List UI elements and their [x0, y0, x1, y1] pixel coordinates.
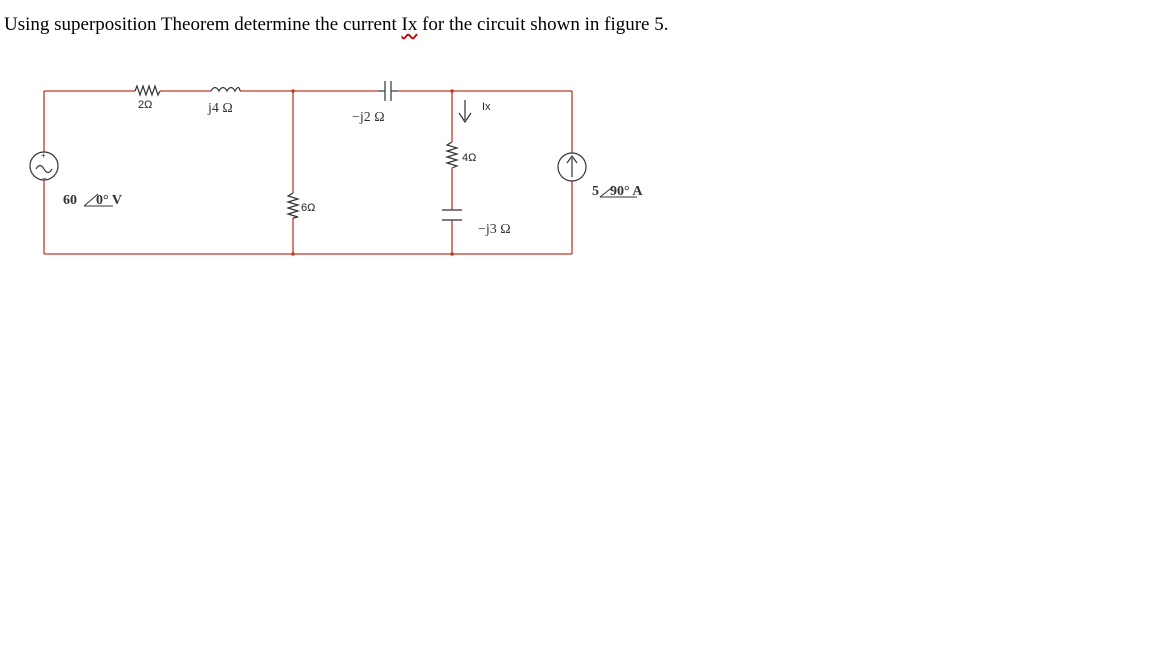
capacitor-minus-j3-ohm-label: −j3 Ω [478, 222, 511, 237]
voltage-source-plus-sign: + [41, 151, 46, 160]
current-ix-arrow [459, 100, 491, 122]
voltage-source-angle: 0° V [96, 193, 122, 208]
question-text-end: for the circuit shown in figure 5. [417, 14, 669, 35]
capacitor-minus-j2-ohm-label: −j2 Ω [352, 110, 385, 125]
current-ix-label: Ix [482, 101, 491, 113]
question-text-start: Using superposition Theorem determine the current [4, 14, 402, 35]
current-source-magnitude: 5 [592, 184, 599, 199]
current-source [558, 153, 643, 199]
resistor-6-ohm-label: 6Ω [301, 202, 316, 214]
resistor-2-ohm [135, 86, 160, 111]
resistor-6-ohm [288, 193, 315, 218]
inductor-j4-ohm-label: j4 Ω [208, 101, 233, 116]
resistor-4-ohm-label: 4Ω [462, 152, 477, 164]
voltage-source-minus-sign: − [42, 174, 47, 183]
inductor-j4-ohm [207, 88, 240, 117]
resistor-2-ohm-label: 2Ω [138, 99, 153, 111]
capacitor-minus-j2-ohm [352, 81, 398, 125]
question-variable: Ix [401, 14, 418, 35]
resistor-4-ohm [447, 142, 476, 168]
voltage-source-magnitude: 60 [63, 193, 77, 208]
current-source-angle: 90° A [610, 184, 643, 199]
